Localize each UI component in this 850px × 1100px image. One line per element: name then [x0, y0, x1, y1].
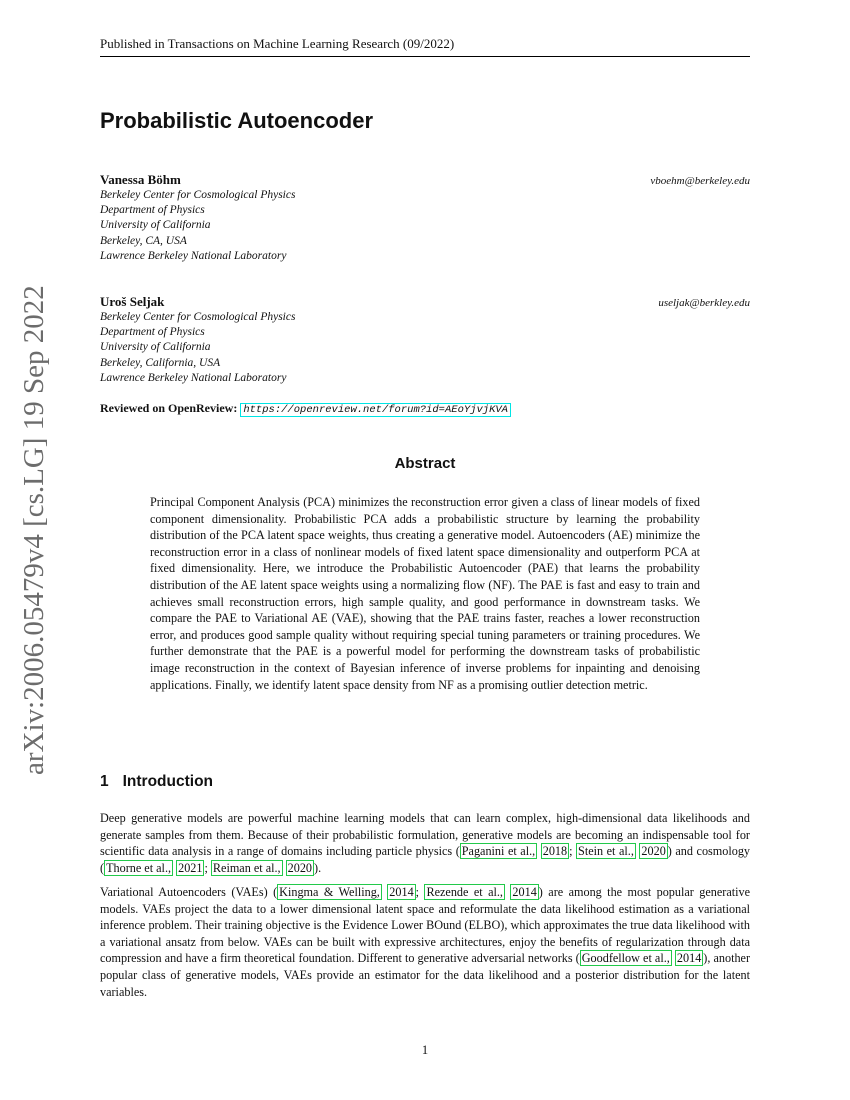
citation-year-link[interactable]: 2021: [178, 860, 203, 875]
section-title: Introduction: [122, 773, 214, 790]
text-run: ), another popular class of generative models, VAEs provide an estimator for the data likelihood and a posterior distribution for the latent variables.: [100, 951, 751, 999]
arxiv-stamp: arXiv:2006.05479v4 [cs.LG] 19 Sep 2022: [18, 285, 50, 775]
affiliation-line: Berkeley Center for Cosmological Physics: [100, 311, 296, 323]
citation-year-link[interactable]: 2020: [287, 860, 313, 875]
affiliation-line: University of California: [100, 341, 211, 354]
citation-year-link[interactable]: 2014: [512, 885, 537, 899]
running-head: Published in Transactions on Machine Learning Research (09/2022): [100, 36, 750, 57]
openreview-link[interactable]: https://openreview.net/forum?id=AEoYjvjKVA: [240, 403, 511, 417]
intro-paragraph-2: [100, 884, 750, 1000]
affiliation-line: Berkeley, CA, USA: [100, 234, 187, 247]
review-line: [100, 401, 511, 416]
affiliation-line: Department of Physics: [100, 326, 205, 339]
citation-link[interactable]: Stein et al.,: [578, 844, 634, 859]
text-run: Deep generative models are powerful machine learning models that can learn complex, high-dimensional data likelihoods and generate samples from them. Because of their probabilistic formulation, generative models are becoming an indispensable tool for scientific data analysis in a range of domains including particle physics (: [100, 811, 750, 859]
affiliation-line: Department of Physics: [100, 204, 205, 217]
page-number: 1: [421, 1043, 429, 1057]
abstract-text: Principal Component Analysis (PCA) minimizes the reconstruction error given a class of linear models of fixed component dimensionality. Probabilistic PCA adds a probabilistic structure by learning the probability distribution of the PCA latent space weights, thus creating a generative model. Autoencoders (AE) minimize the reconstruction error in a class of nonlinear models of fixed latent space dimensionality and outperform PCA at fixed dimensionality. Here, we introduce the Probabilistic Autoencoder (PAE) that learns the probability distribution of the AE latent space weights using a normalizing flow (NF). The PAE is fast and easy to train and achieves small reconstruction errors, high sample quality, and good performance in downstream tasks. We compare the PAE to Variational AE (VAE), showing that the PAE trains faster, reaches a lower reconstruction error, and produces good sample quality without requiring special tuning parameters or training procedures. We further demonstrate that the PAE is a powerful model for performing the downstream tasks of probabilistic image reconstruction in the context of Bayesian inference of inverse problems for inpainting and denoising applications. Finally, we identify latent space density from NF as a promising outlier detection metric.: [150, 495, 700, 692]
citation-year-link[interactable]: 2020: [641, 844, 666, 859]
text-run: ) are among the most popular generative models. VAEs project the data to a lower dimensional latent space and reformulate the data likelihood estimation as a variational inference problem. Their training objective is the Evidence Lower BOund (ELBO), which approximates the true data likelihood with a variational ansatz from below. VAEs can be built with expressive architectures, enjoy the benefits of regularization through data compression and have a firm theoretical foundation. Different to generative adversarial networks (: [100, 885, 751, 966]
text-run: ).: [314, 860, 322, 875]
author-block: [100, 294, 750, 386]
author-name: Uroš Seljak: [100, 294, 165, 309]
citation-link[interactable]: Kingma & Welling,: [279, 885, 380, 899]
affiliation-line: Lawrence Berkeley National Laboratory: [100, 249, 287, 262]
paper-title: Probabilistic Autoencoder: [100, 108, 374, 133]
text-run: ;: [569, 844, 577, 859]
abstract-heading: Abstract: [394, 455, 456, 472]
text-run: ) and cosmology (: [100, 844, 751, 875]
author-block: [100, 172, 750, 264]
text-run: Variational Autoencoders (VAEs) (: [100, 885, 278, 899]
citation-link[interactable]: Paganini et al.,: [461, 844, 536, 859]
affiliation-line: Lawrence Berkeley National Laboratory: [100, 371, 287, 384]
section-number: 1: [100, 773, 109, 790]
affiliation-line: Berkeley, California, USA: [100, 356, 221, 369]
affiliation-line: Berkeley Center for Cosmological Physics: [100, 189, 296, 201]
author-name: Vanessa Böhm: [100, 172, 181, 187]
author-email[interactable]: useljak@berkley.edu: [658, 297, 750, 309]
citation-link[interactable]: Reiman et al.,: [212, 860, 281, 875]
section-heading: [100, 773, 213, 791]
citation-link[interactable]: Thorne et al.,: [106, 860, 172, 875]
citation-year-link[interactable]: 2018: [542, 844, 568, 859]
affiliation-line: University of California: [100, 219, 211, 232]
author-email[interactable]: vboehm@berkeley.edu: [650, 175, 750, 187]
citation-link[interactable]: Goodfellow et al.,: [581, 951, 670, 966]
citation-year-link[interactable]: 2014: [676, 951, 702, 966]
text-run: ;: [204, 860, 211, 875]
citation-year-link[interactable]: 2014: [389, 885, 414, 899]
review-label: Reviewed on OpenReview:: [100, 401, 238, 415]
intro-paragraph-1: [100, 810, 750, 876]
text-run: ;: [415, 885, 425, 899]
citation-link[interactable]: Rezende et al.,: [426, 885, 503, 899]
